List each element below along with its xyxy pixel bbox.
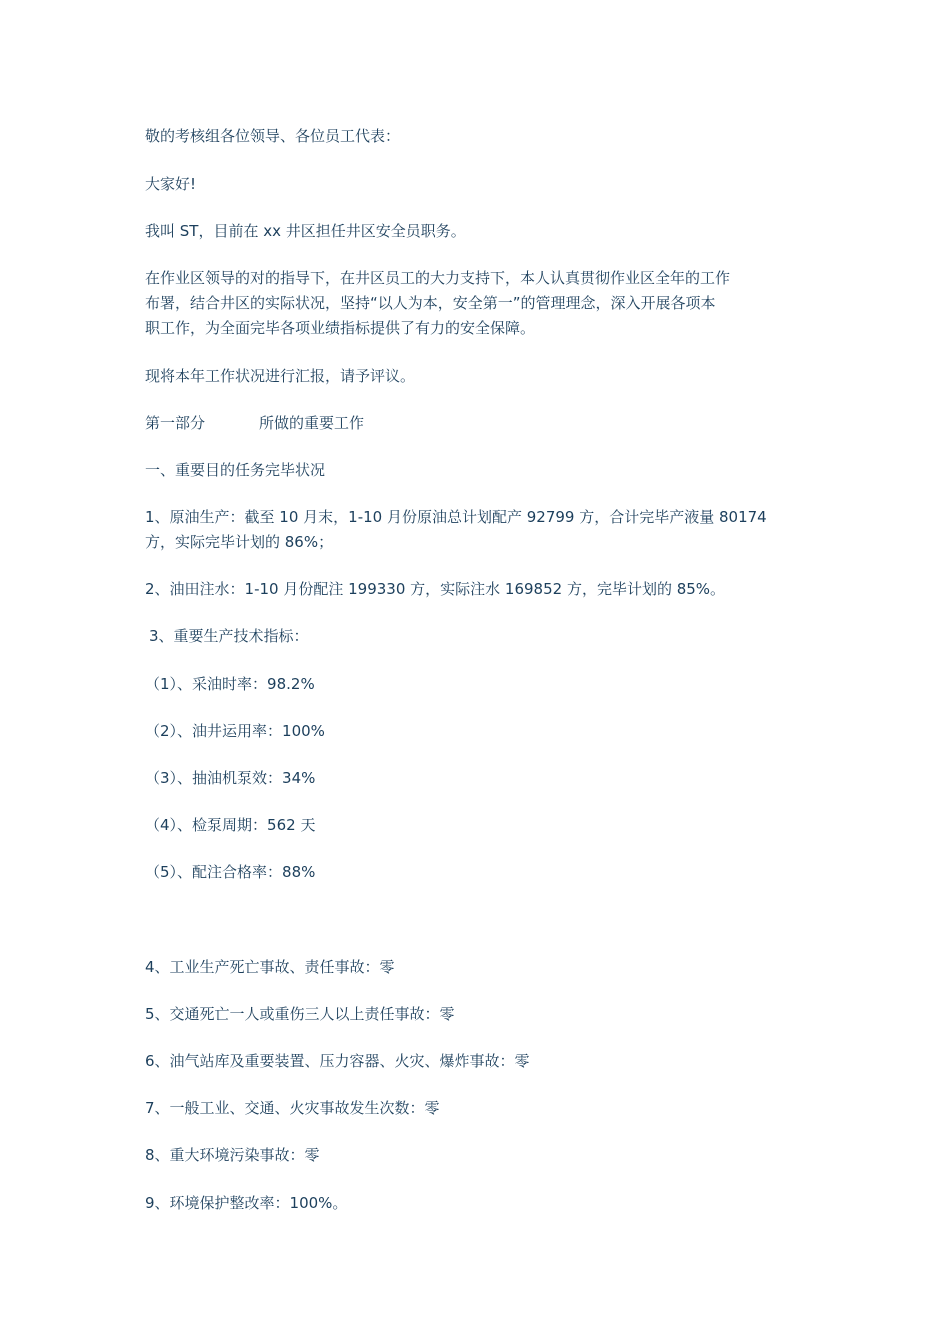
item-line: 方，实际完毕计划的 86%； bbox=[145, 533, 334, 551]
greeting-line: 敬的考核组各位领导、各位员工代表： bbox=[145, 127, 401, 145]
sub-item-line: （3）、抽油机泵效：34% bbox=[145, 769, 316, 787]
item-line: 7、一般工业、交通、火灾事故发生次数：零 bbox=[145, 1099, 440, 1117]
paragraph-line: 职工作，为全面完毕各项业绩指标提供了有力的安全保障。 bbox=[145, 319, 536, 337]
sub-item-line: （5）、配注合格率：88% bbox=[145, 863, 316, 881]
item-line: 8、重大环境污染事故：零 bbox=[145, 1146, 320, 1164]
part-heading bbox=[145, 411, 364, 435]
hello-line: 大家好! bbox=[145, 175, 197, 193]
item-line: 3、重要生产技术指标： bbox=[149, 627, 309, 645]
paragraph-line: 在作业区领导的对的指导下，在井区员工的大力支持下，本人认真贯彻作业区全年的工作 bbox=[145, 269, 731, 287]
part-label: 第一部分 bbox=[145, 414, 206, 432]
section-heading: 一、重要目的任务完毕状况 bbox=[145, 461, 326, 479]
report-line: 现将本年工作状况进行汇报，请予评议。 bbox=[145, 367, 416, 385]
sub-item-line: （4）、检泵周期：562 天 bbox=[145, 816, 316, 834]
intro-line: 我叫 ST，目前在 xx 井区担任井区安全员职务。 bbox=[145, 222, 466, 240]
item-line: 1、原油生产：截至 10 月末，1-10 月份原油总计划配产 92799 方，合计完毕产液量 80174 bbox=[145, 508, 767, 526]
sub-item-line: （1）、采油时率：98.2% bbox=[145, 675, 315, 693]
sub-item-line: （2）、油井运用率：100% bbox=[145, 722, 325, 740]
item-line: 9、环境保护整改率：100%。 bbox=[145, 1194, 348, 1212]
part-title: 所做的重要工作 bbox=[259, 414, 365, 432]
item-line: 4、工业生产死亡事故、责任事故：零 bbox=[145, 958, 395, 976]
paragraph-line: 布署，结合井区的实际状况，坚持“以人为本，安全第一”的管理理念，深入开展各项本 bbox=[145, 294, 716, 312]
item-line: 2、油田注水：1-10 月份配注 199330 方，实际注水 169852 方，完毕计划的 85%。 bbox=[145, 580, 726, 598]
item-line: 5、交通死亡一人或重伤三人以上责任事故：零 bbox=[145, 1005, 455, 1023]
item-line: 6、油气站库及重要装置、压力容器、火灾、爆炸事故：零 bbox=[145, 1052, 530, 1070]
